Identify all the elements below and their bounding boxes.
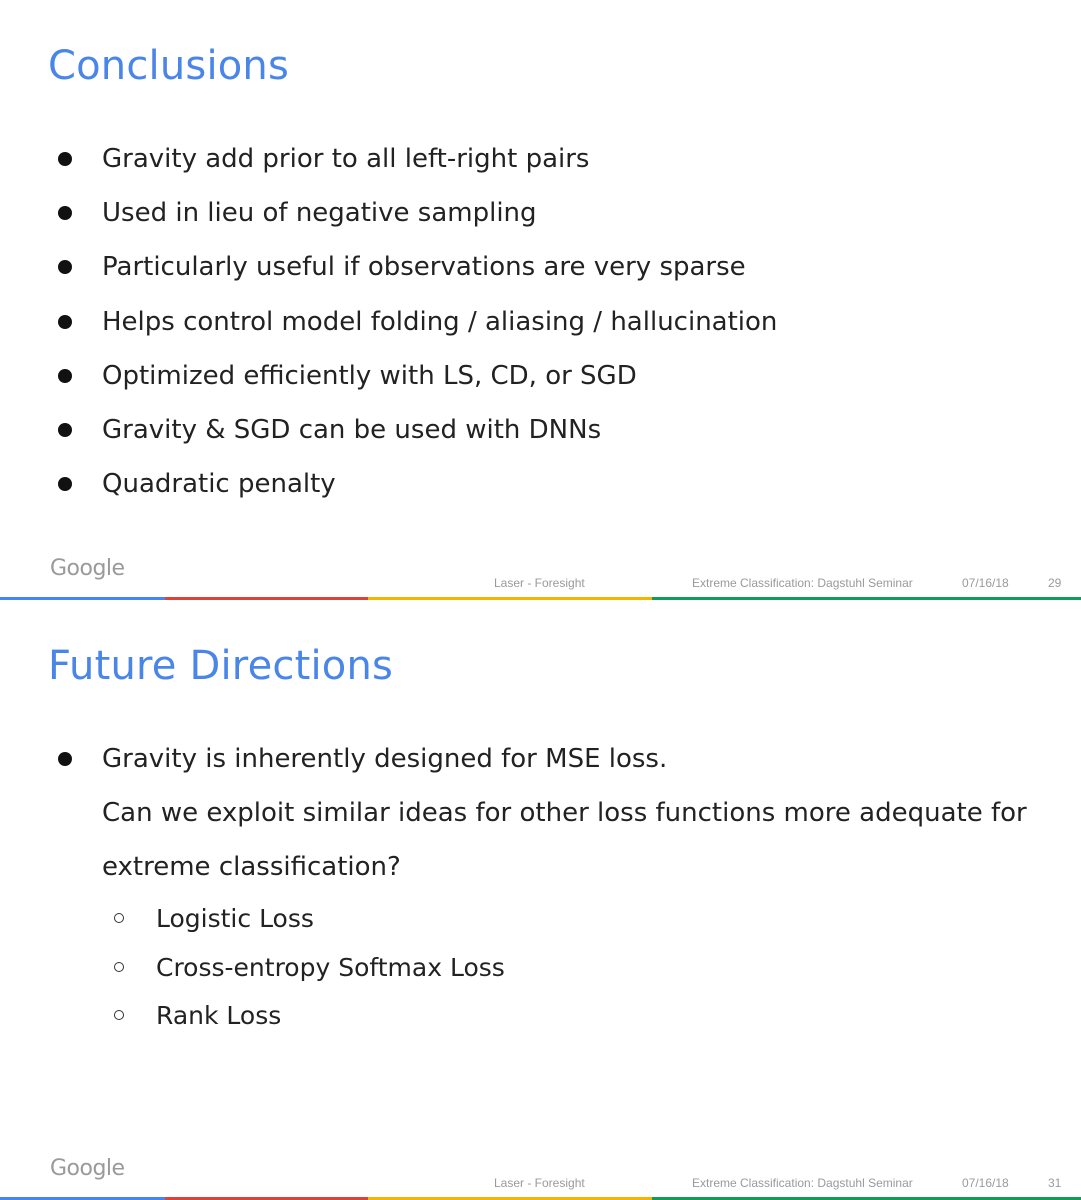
google-logo: Google (50, 1156, 125, 1181)
bullet-dot-icon (58, 477, 72, 491)
bullet-text: Gravity & SGD can be used with DNNs (102, 414, 602, 445)
list-item (0, 732, 1027, 894)
bullet-text: Used in lieu of negative sampling (102, 198, 537, 229)
sub-list-item (0, 992, 505, 1041)
hollow-bullet-icon (114, 962, 124, 972)
bullet-text: Gravity add prior to all left-right pairs (102, 144, 590, 174)
list-item (0, 240, 777, 294)
footer-event: Extreme Classification: Dagstuhl Seminar (692, 1176, 913, 1190)
sub-list-item (0, 944, 505, 993)
sub-bullet-list (0, 895, 505, 1041)
google-logo: Google (50, 556, 125, 581)
hollow-bullet-icon (114, 1010, 124, 1020)
slide-future-directions (0, 600, 1081, 1200)
page-number: 29 (1048, 576, 1062, 590)
sub-bullet-text: Cross-entropy Softmax Loss (156, 952, 505, 982)
slide-title: Future Directions (48, 643, 394, 689)
bullet-text: Particularly useful if observations are very sparse (102, 252, 746, 283)
hollow-bullet-icon (114, 913, 124, 923)
bullet-text: Helps control model folding / aliasing / hallucination (102, 306, 778, 337)
slide-title: Conclusions (48, 43, 290, 89)
sub-list-item (0, 895, 505, 944)
bullet-dot-icon (58, 369, 72, 383)
footer-date: 07/16/18 (962, 1176, 1009, 1190)
sub-bullet-text: Logistic Loss (156, 904, 314, 933)
bullet-text-line: extreme classification? (102, 852, 401, 882)
list-item (0, 132, 777, 186)
bullet-text: Quadratic penalty (102, 469, 336, 500)
bullet-text-line: Can we exploit similar ideas for other loss functions more adequate for (102, 798, 1027, 828)
bullet-dot-icon (58, 206, 72, 220)
list-item (0, 457, 777, 511)
bullet-dot-icon (58, 315, 72, 329)
footer-date: 07/16/18 (962, 576, 1009, 590)
bullet-list (0, 732, 1027, 894)
footer-project: Laser - Foresight (494, 1176, 585, 1190)
list-item (0, 186, 777, 240)
page-number: 31 (1048, 1176, 1062, 1190)
list-item (0, 295, 777, 349)
footer-event: Extreme Classification: Dagstuhl Seminar (692, 576, 913, 590)
bullet-text: Optimized efficiently with LS, CD, or SGD (102, 360, 637, 391)
bullet-dot-icon (58, 260, 72, 274)
sub-bullet-text: Rank Loss (156, 1001, 282, 1030)
bullet-dot-icon (58, 152, 72, 166)
bullet-dot-icon (58, 423, 72, 437)
list-item (0, 349, 777, 403)
list-item (0, 403, 777, 457)
bullet-text-line: Gravity is inherently designed for MSE loss. (102, 744, 668, 774)
footer-project: Laser - Foresight (494, 576, 585, 590)
bullet-list (0, 132, 777, 511)
bullet-dot-icon (58, 752, 72, 766)
